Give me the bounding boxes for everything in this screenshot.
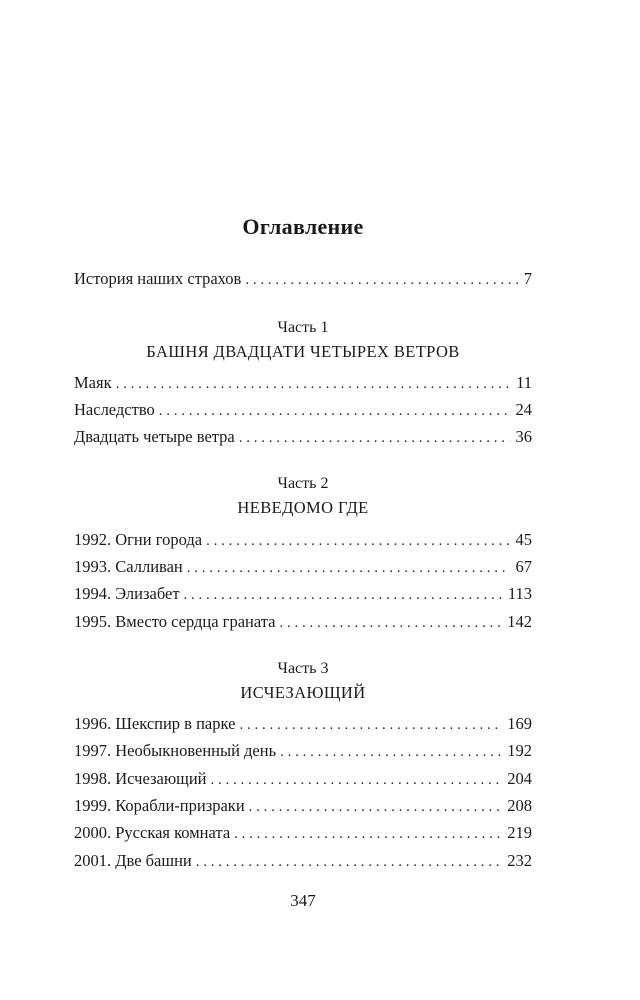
dot-leader [279,612,501,634]
toc-title: Оглавление [242,214,364,239]
entry-label: 2001. Две башни [74,851,192,870]
entry-label: 1994. Элизабет [74,584,180,603]
entry-label: 1992. Огни города [74,530,203,549]
dot-leader [206,530,509,552]
entry-page-number: 219 [507,823,532,842]
entry-label: 1999. Корабли-призраки [74,796,245,815]
entry-page-number: 45 [515,530,532,549]
entry-label: 1995. Вместо сердца граната [74,612,276,631]
dot-leader [280,741,501,763]
toc-entry [74,583,532,605]
entry-page-number: 113 [507,584,532,603]
toc-entry [74,556,532,578]
dot-leader [239,714,501,736]
part-1-label: Часть 1 [277,319,329,336]
entry-page-number: 36 [515,427,532,446]
entry-page-number: 11 [516,373,532,392]
entry-label: 2000. Русская комната [74,823,231,842]
toc-entry [74,372,532,394]
dot-leader [249,796,502,818]
toc-entry [74,426,532,448]
part-2-title: НЕВЕДОМО ГДЕ [237,498,369,517]
entry-label: Наследство [74,400,155,419]
entry-label: История наших страхов [74,269,242,288]
toc-page [74,0,532,1000]
dot-leader [245,269,517,291]
entry-page-number: 142 [507,612,532,631]
part-2-label: Часть 2 [277,475,329,492]
toc-entry [74,795,532,817]
entry-label: 1993. Салливан [74,557,183,576]
dot-leader [239,427,510,449]
entry-label: Маяк [74,373,112,392]
entry-page-number: 232 [507,851,532,870]
page-number-folio: 347 [290,891,316,910]
entry-page-number: 208 [507,796,532,815]
part-1-title: БАШНЯ ДВАДЦАТИ ЧЕТЫРЕХ ВЕТРОВ [146,342,460,361]
entry-page-number: 7 [523,269,532,288]
entry-label: Двадцать четыре ветра [74,427,235,446]
dot-leader [187,557,510,579]
entry-page-number: 204 [507,769,532,788]
dot-leader [234,823,501,845]
toc-entry [74,611,532,633]
toc-entry [74,850,532,872]
dot-leader [184,584,502,606]
entry-page-number: 169 [507,714,532,733]
entry-label: 1996. Шекспир в парке [74,714,236,733]
part-3-label: Часть 3 [277,660,329,677]
entry-label: 1997. Необыкновенный день [74,741,277,760]
toc-entry [74,399,532,421]
part-3-title: ИСЧЕЗАЮЩИЙ [240,683,366,702]
entry-page-number: 24 [515,400,532,419]
toc-entry [74,529,532,551]
toc-entry [74,740,532,762]
toc-entry [74,713,532,735]
toc-entry-intro [74,268,532,290]
dot-leader [116,373,511,395]
entry-page-number: 192 [507,741,532,760]
toc-entry [74,768,532,790]
toc-entry [74,822,532,844]
entry-page-number: 67 [515,557,532,576]
dot-leader [159,400,510,422]
dot-leader [196,851,502,873]
entry-label: 1998. Исчезающий [74,769,207,788]
dot-leader [211,769,502,791]
